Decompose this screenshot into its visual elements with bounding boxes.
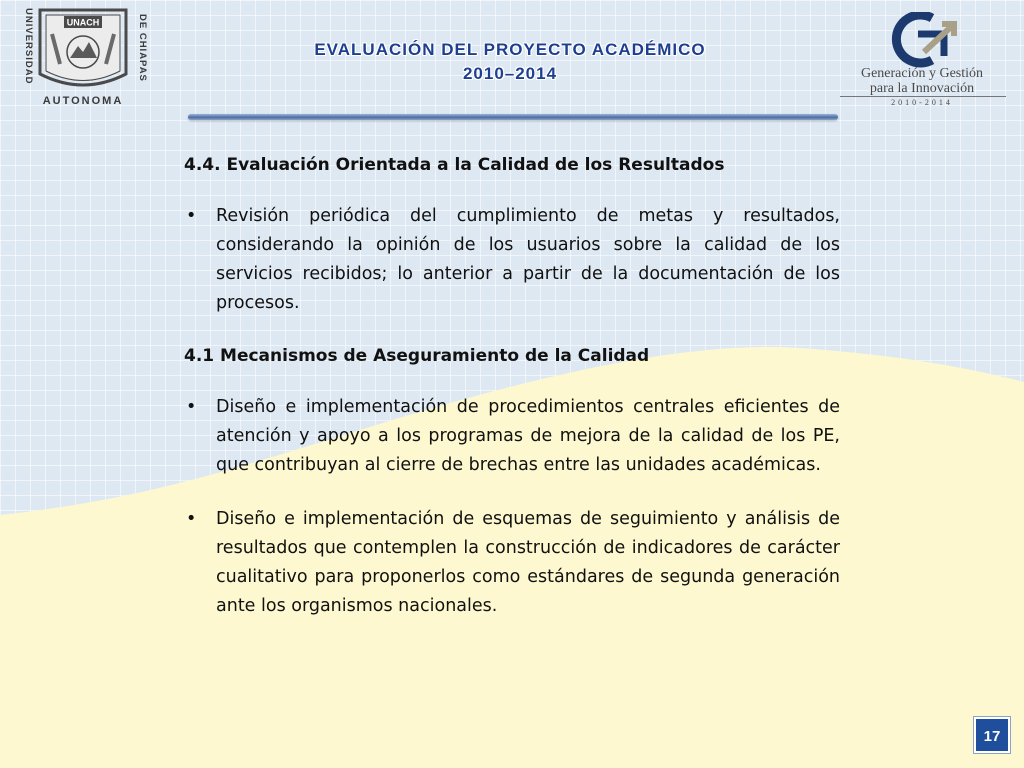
- logo-text-bottom: AUTONOMA: [42, 95, 124, 107]
- gg-line-1: Generación y Gestión: [860, 66, 984, 81]
- bullet-dot: •: [186, 397, 197, 417]
- page-number-badge: 17: [974, 717, 1010, 753]
- bullet-text: Revisión periódica del cumplimiento de metas y resultados, considerando la opinión de los usuarios sobre la calidad de los servicios recibidos; lo anterior a partir de la documentación de los procesos.: [216, 206, 840, 313]
- bullet-item: [184, 202, 840, 318]
- bullet-item: [184, 393, 840, 480]
- logo-text-top: UNACH: [66, 17, 100, 28]
- header-divider: [188, 114, 838, 120]
- slide-content: [184, 152, 840, 621]
- page-title: [220, 38, 800, 86]
- gg-divider: [840, 96, 1006, 97]
- logo-text-right: DE CHIAPAS: [137, 14, 148, 82]
- unach-logo: [12, 4, 154, 108]
- bullet-text: Diseño e implementación de procedimientos centrales eficientes de atención y apoyo a los programas de mejora de la calidad de los PE, que contribuyan al cierre de brechas entre las unidades académicas.: [216, 397, 840, 475]
- gg-line-2: para la Innovación: [869, 81, 975, 96]
- gg-years: 2010-2014: [891, 98, 953, 107]
- section-heading-4-1: 4.1 Mecanismos de Aseguramiento de la Calidad: [184, 346, 650, 366]
- section-heading-4-4: 4.4. Evaluación Orientada a la Calidad de los Resultados: [184, 155, 725, 175]
- title-line-1: EVALUACIÓN DEL PROYECTO ACADÉMICO: [314, 40, 706, 59]
- bullet-item: [184, 505, 840, 621]
- generacion-gestion-logo: [832, 12, 1012, 112]
- bullet-dot: •: [186, 509, 197, 529]
- logo-text-left: UNIVERSIDAD: [23, 8, 34, 85]
- gg-emblem-icon: [832, 12, 1012, 68]
- title-line-2: 2010–2014: [462, 64, 558, 83]
- bullet-text: Diseño e implementación de esquemas de seguimiento y análisis de resultados que contemplen la construcción de indicadores de carácter cualitativo para proponerlos como estándares de segunda generación ante los organismos nacionales.: [216, 509, 840, 616]
- bullet-dot: •: [186, 206, 197, 226]
